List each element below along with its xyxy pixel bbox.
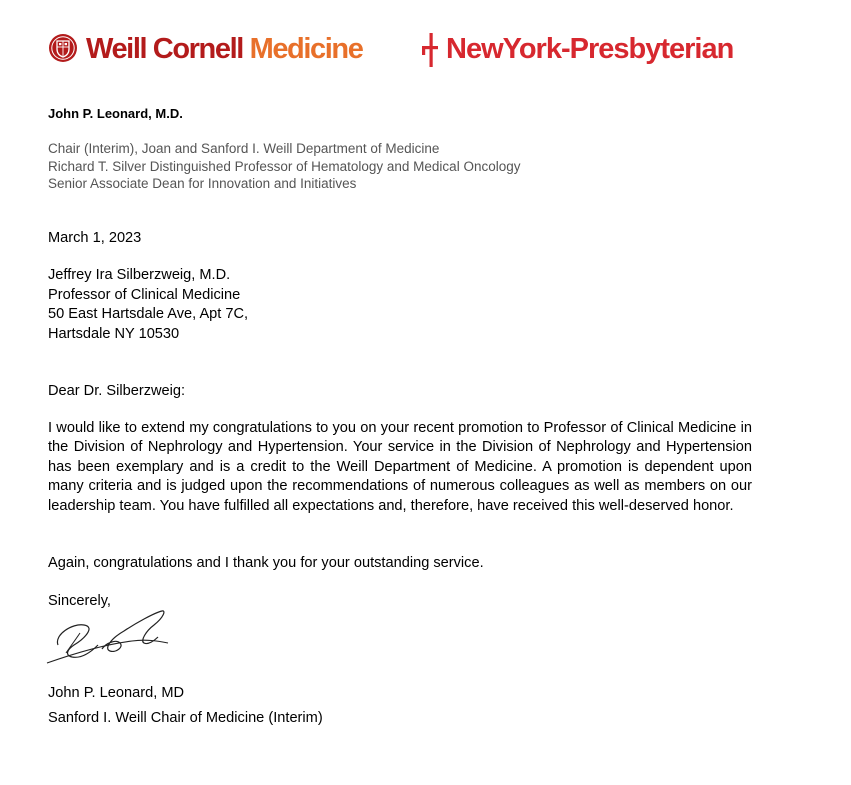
recipient-line: Hartsdale NY 10530: [48, 325, 180, 342]
letterhead: [48, 30, 768, 72]
signer-name: John P. Leonard, MD: [48, 685, 185, 701]
nyp-flag-icon: [420, 32, 440, 68]
newyork-presbyterian-logo: NewYork-Presbyterian: [446, 33, 734, 65]
recipient-address: [48, 266, 248, 344]
body-paragraph: Again, congratulations and I thank you for your outstanding service.: [48, 555, 484, 571]
sender-title-line: Chair (Interim), Joan and Sanford I. Weill Department of Medicine: [48, 141, 440, 156]
sender-name: John P. Leonard, M.D.: [48, 106, 183, 121]
body-paragraph: I would like to extend my congratulations to you on your recent promotion to Professor of Clinical Medicine in the Division of Nephrology and Hypertension. Your service in the Division of Nephrology and Hypertension has been exemplary and is a credit to the Weill Department of Medicine. A promotion is dependent upon many criteria and is judged upon the recommendations of numerous colleagues as well as members on our leadership team. You have fulfilled all expectations and, therefore, have received this well-deserved honor.: [48, 420, 752, 514]
weill-cornell-medicine-logo: [86, 30, 362, 68]
recipient-line: Jeffrey Ira Silberzweig, M.D.: [48, 267, 231, 283]
sender-title-line: Senior Associate Dean for Innovation and Initiatives: [48, 176, 357, 191]
salutation: Dear Dr. Silberzweig:: [48, 383, 186, 399]
signer-title: Sanford I. Weill Chair of Medicine (Interim): [48, 710, 323, 726]
logo-word-medicine: Medicine: [249, 33, 363, 65]
sender-titles: [48, 140, 520, 193]
logo-word-weill-cornell: Weill Cornell: [86, 33, 250, 65]
recipient-line: 50 East Hartsdale Ave, Apt 7C,: [48, 306, 249, 322]
signature-image: [44, 605, 174, 671]
recipient-line: Professor of Clinical Medicine: [48, 286, 241, 303]
letter-date: March 1, 2023: [48, 230, 142, 246]
cornell-seal-icon: [48, 33, 78, 63]
sender-title-line: Richard T. Silver Distinguished Professor of Hematology and Medical Oncology: [48, 158, 521, 174]
closing: Sincerely,: [48, 593, 111, 609]
